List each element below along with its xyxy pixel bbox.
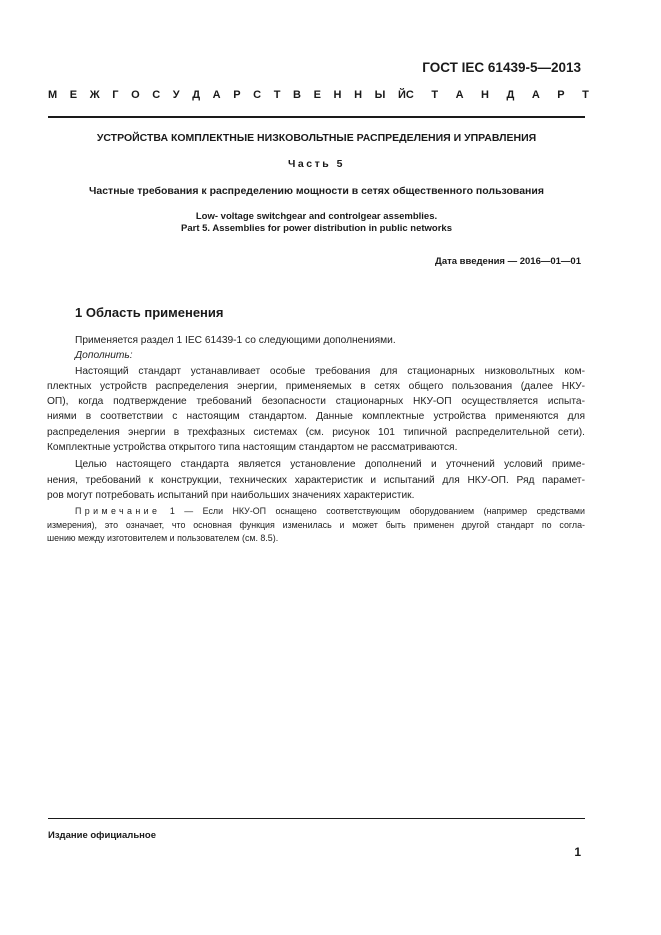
letter: Й [397,89,406,101]
letter: Р [233,89,241,101]
main-title: УСТРОЙСТВА КОМПЛЕКТНЫЕ НИЗКОВОЛЬТНЫЕ РАСПРЕДЕЛЕНИЯ И УПРАВЛЕНИЯ [96,132,537,144]
letter: Н [481,89,489,101]
letter: С [152,89,161,101]
letter: Н [333,89,342,101]
paragraph-line: Настоящий стандарт устанавливает особые требования для стационарных низковольтных ком- [75,365,585,377]
letter: А [212,89,221,101]
note-line: измерения), это означает, что основная функция изменилась и может быть применен другой стандарт по согла- [47,519,585,530]
note-text: 1 — Если НКУ-ОП оснащено соответствующим оборудованием (например средствами [169,506,585,517]
letter: Е [69,89,78,101]
paragraph-line: Комплектные устройства открытого типа настоящим стандартом не рассматриваются. [47,442,458,454]
letter: С [405,89,414,101]
letter: А [531,89,540,101]
interstate-standard-heading [48,89,589,101]
introduction-date: Дата введения — 2016—01—01 [435,256,581,267]
edition-label: Издание официальное [48,830,156,841]
letter: Т [273,89,281,101]
letter: Е [313,89,321,101]
letter: Д [192,89,201,101]
paragraph-line: Целью настоящего стандарта является установление дополнений и уточнений условий приме- [75,459,585,471]
standard-word [406,89,589,101]
addition-label: Дополнить: [75,350,133,362]
letter: Т [582,89,589,101]
section-body [47,333,585,546]
letter: С [253,89,262,101]
section-heading: 1 Область применения [75,305,224,320]
letter: В [293,89,301,101]
letter: У [172,89,180,101]
subtitle: Частные требования к распределению мощности в сетях общественного пользования [89,185,544,197]
letter: Д [506,89,515,101]
paragraph-line: распределения энергии в трехфазных системах (см. рисунок 101 типичной распределительной сети). [47,426,585,438]
letter: Г [112,89,119,101]
letter: Н [354,89,363,101]
letter: Т [431,89,439,101]
intro-line: Применяется раздел 1 IEC 61439-1 со следующими дополнениями. [75,335,396,346]
page-number: 1 [574,845,581,859]
paragraph-line: ниями в соответствии с настоящим стандартом. Данные комплектные устройства применяются для [47,411,585,423]
english-title [48,211,585,235]
english-title-line: Part 5. Assemblies for power distribution in public networks [181,223,452,234]
document-code: ГОСТ IEC 61439-5—2013 [422,60,581,75]
letter: М [48,89,58,101]
paragraph-line: ров могут потребовать испытаний при наибольших значениях характеристик. [47,489,415,501]
letter: А [455,89,464,101]
paragraph-line: плектных устройств распределения энергии, применяемых в сетях общего пользования (далее НКУ- [47,380,585,392]
note-line: шению между изготовителем и пользователем (см. 8.5). [47,533,279,544]
letter: О [131,89,140,101]
top-divider [48,116,585,118]
letter: Ы [374,89,386,101]
letter: Р [557,89,565,101]
note-line [75,505,585,519]
letter: Ж [89,89,100,101]
english-title-line: Low- voltage switchgear and controlgear assemblies. [195,211,438,222]
bottom-divider [48,818,585,819]
paragraph-line: нения, требований к конструкции, технических характеристик и испытаний для НКУ-ОП. Ряд парамет- [47,474,585,486]
note-block [47,505,585,546]
interstate-word [48,89,406,101]
paragraph-line: ОП), когда подтверждение требований безопасности стационарных НКУ-ОП осуществляется испыта- [47,396,585,408]
note-label: Примечание [75,506,161,517]
part-label: Часть 5 [288,158,345,170]
